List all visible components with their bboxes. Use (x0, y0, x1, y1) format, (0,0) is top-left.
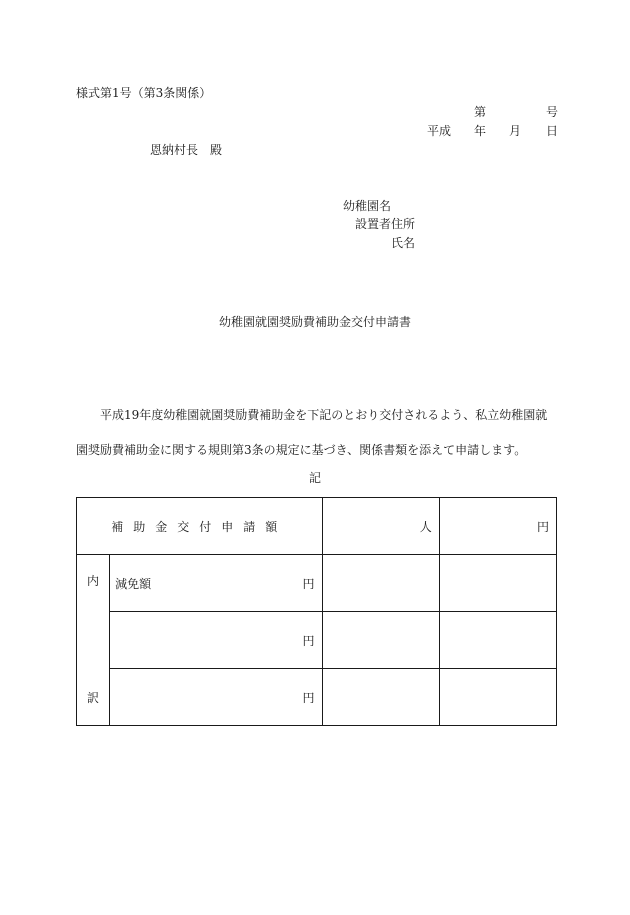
doc-number-suffix: 号 (546, 105, 559, 119)
people-cell (322, 612, 439, 669)
school-name-label: 幼稚園名 (343, 199, 392, 213)
table-row (77, 669, 557, 726)
form-number: 様式第1号（第3条関係） (76, 86, 212, 100)
item-name: 減免額 (115, 577, 152, 591)
header-yen-cell: 円 (439, 498, 556, 555)
ki-heading: 記 (308, 471, 321, 485)
document-title: 幼稚園就園奨励費補助金交付申請書 (218, 315, 411, 329)
item-unit: 円 (302, 634, 315, 648)
amount-cell (439, 555, 556, 612)
table-row (77, 555, 557, 612)
addressee: 恩納村長 殿 (150, 143, 223, 157)
item-unit: 円 (302, 577, 315, 591)
breakdown-label-bottom: 訳 (87, 691, 100, 705)
item-cell (110, 612, 322, 669)
item-unit: 円 (302, 691, 315, 705)
date-era: 平成 (427, 124, 452, 138)
item-cell (110, 669, 322, 726)
table-header-row (77, 498, 557, 555)
breakdown-label-top: 内 (87, 574, 100, 588)
header-people-cell: 人 (322, 498, 439, 555)
applicant-name-label: 氏名 (391, 236, 416, 250)
date-day: 日 (546, 124, 559, 138)
date-year: 年 (474, 124, 487, 138)
header-label-cell: 補助金交付申請額 (77, 498, 323, 555)
breakdown-label-cell (77, 555, 110, 726)
founder-address-label: 設置者住所 (355, 217, 416, 231)
date-month: 月 (509, 124, 522, 138)
amount-cell (439, 669, 556, 726)
doc-number-prefix: 第 (474, 105, 487, 119)
subsidy-table (76, 497, 557, 726)
people-cell (322, 669, 439, 726)
body-paragraph: 平成19年度幼稚園就園奨励費補助金を下記のとおり交付されるよう、私立幼稚園就園奨励費補助金に関する規則第3条の規定に基づき、関係書類を添えて申請します。 (76, 408, 548, 457)
table-row (77, 612, 557, 669)
amount-cell (439, 612, 556, 669)
item-cell (110, 555, 322, 612)
people-cell (322, 555, 439, 612)
